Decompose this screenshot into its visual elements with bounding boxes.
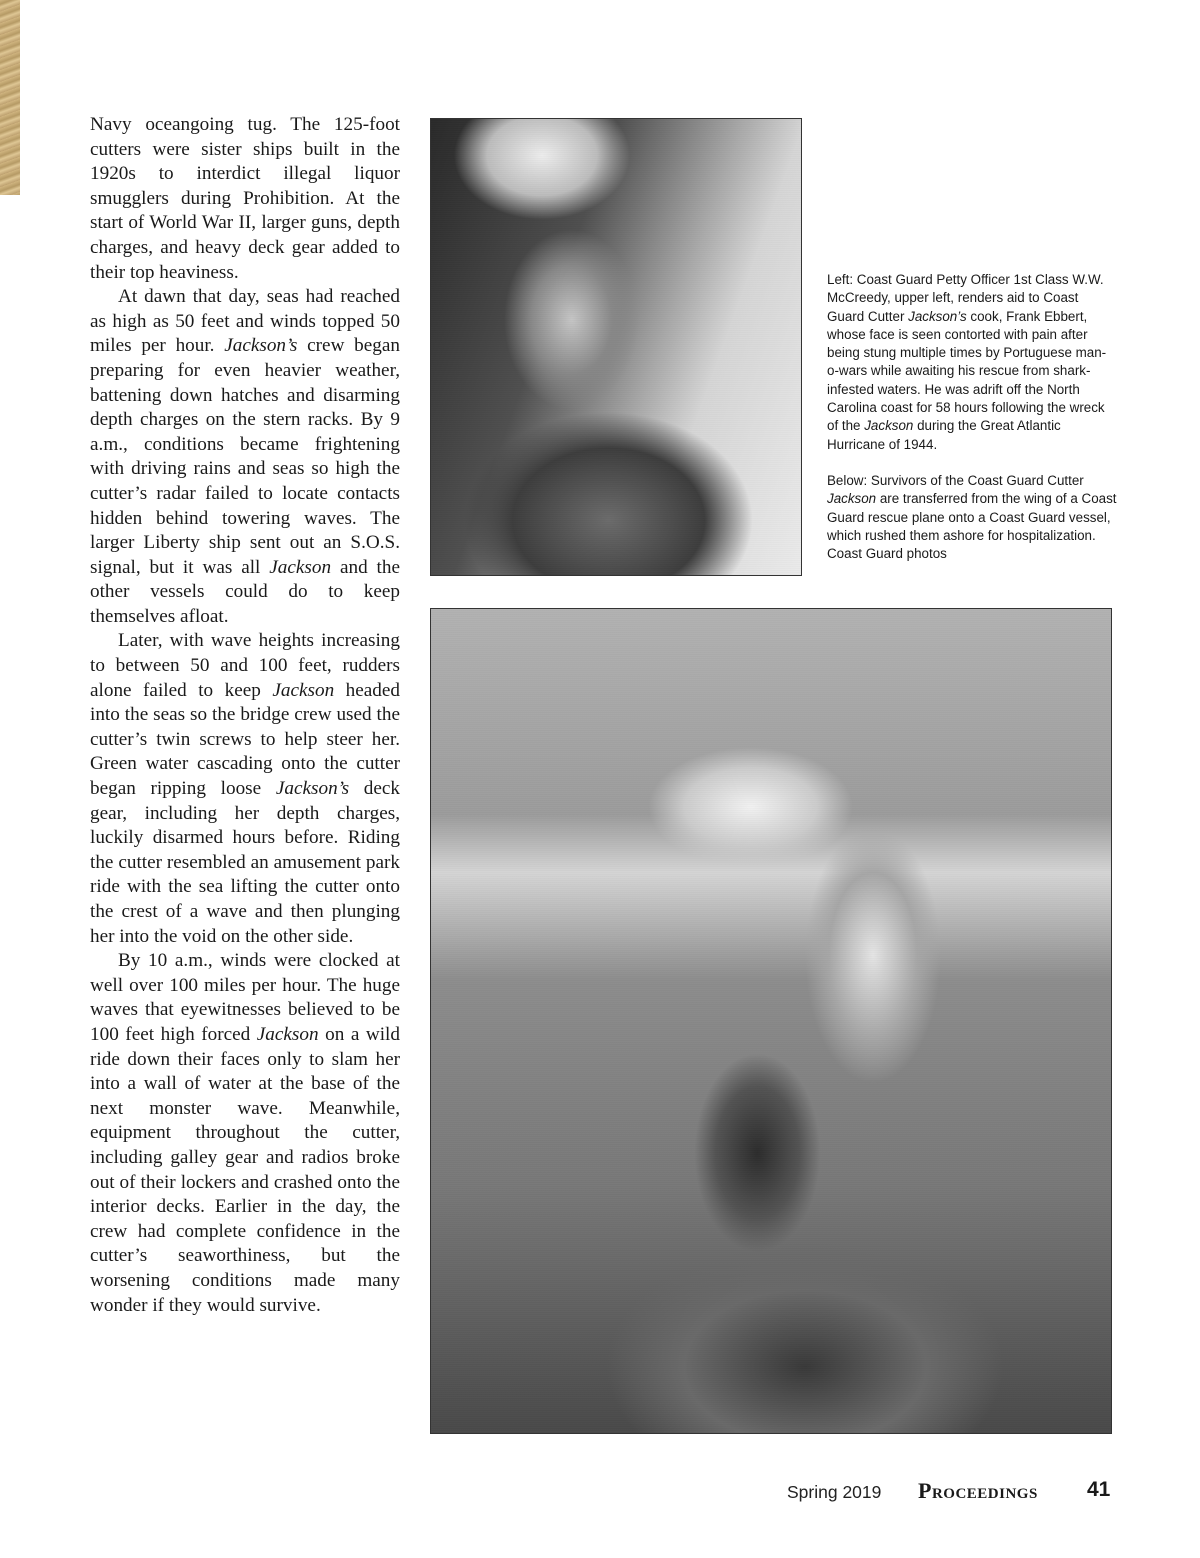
text-run: on a wild ride down their faces only to slam her into a wall of water at the base of the next monster wave. Meanwhile, equipment throughout the cutter, including galley gear and radios broke out of their lockers and crashed onto the interior decks. Earlier in the day, the crew had complete confidence in the cutter’s seaworthiness, but the worsening conditions made many wonder if they would survive.	[90, 1023, 400, 1316]
text-run: and the other vessels could do to keep themselves afloat.	[90, 556, 400, 627]
photo-frank-ebbert	[430, 118, 802, 576]
caption-paragraph	[827, 271, 1117, 454]
text-run: are transferred from the wing of a Coast Guard rescue plane onto a Coast Guard vessel, which rushed them ashore for hospitalization. Coast Guard photos	[827, 491, 1117, 562]
text-run: during the Great Atlantic Hurricane of 1944.	[827, 418, 1061, 452]
text-run: deck gear, including her depth charges, luckily disarmed hours before. Riding the cutter resembled an amusement park ride with the sea lifting the cutter onto the crest of a wave and then plunging her into the void on the other side.	[90, 778, 400, 947]
footer-season: Spring 2019	[787, 1482, 882, 1502]
italic-text: Jackson’s	[275, 778, 350, 800]
text-run: At dawn that day, seas had reached as high as 50 feet and winds topped 50 miles per hour.	[90, 286, 400, 357]
page-number: 41	[1087, 1478, 1111, 1501]
photo-survivors-transfer	[430, 608, 1112, 1434]
text-run: Left: Coast Guard Petty Officer 1st Class W.W. McCreedy, upper left, renders aid to Coast Guard Cutter	[827, 272, 1104, 324]
text-run: crew began preparing for even heavier weather, battening down hatches and disarming depth charges on the stern racks. By 9 a.m., conditions became frightening with driving rains and seas so high the cutter’s radar failed to locate contacts hidden behind towering waves. The larger Liberty ship sent out an S.O.S. signal, but it was all	[90, 335, 400, 578]
text-run: headed into the seas so the bridge crew used the cutter’s twin screws to help steer her. Green water cascading onto the cutter began ripping loose	[90, 679, 400, 800]
italic-text: Jackson	[256, 1023, 319, 1045]
text-run: Later, with wave heights increasing to between 50 and 100 feet, rudders alone failed to keep	[90, 630, 400, 701]
article-body	[90, 113, 400, 1318]
article-paragraph	[90, 949, 400, 1318]
italic-text: Jackson’s	[224, 335, 298, 357]
photo-caption	[827, 271, 1117, 563]
article-paragraph	[90, 285, 400, 629]
text-run: Below: Survivors of the Coast Guard Cutter	[827, 472, 1084, 488]
page-footer	[760, 1476, 1110, 1506]
italic-text: Jackson	[272, 679, 335, 701]
text-run: By 10 a.m., winds were clocked at well over 100 miles per hour. The huge waves that eyewitnesses believed to be 100 feet high forced	[90, 950, 400, 1045]
caption-paragraph	[827, 472, 1117, 563]
text-run: Navy oceangoing tug. The 125-foot cutters were sister ships built in the 1920s to interdict illegal liquor smugglers during Prohibition. At the start of World War II, larger guns, depth charges, and heavy deck gear added to their top heaviness.	[90, 114, 400, 283]
article-paragraph	[90, 113, 400, 285]
italic-text: Jackson’s	[908, 308, 967, 324]
footer-magazine-title: Proceedings	[918, 1478, 1038, 1503]
italic-text: Jackson	[269, 556, 332, 578]
page-edge-decoration	[0, 0, 20, 195]
italic-text: Jackson	[827, 491, 877, 507]
text-run: cook, Frank Ebbert, whose face is seen contorted with pain after being stung multiple times by Portuguese man-o-wars while awaiting his rescue from shark-infested waters. He was adrift off the North Carolina coast for 58 hours following the wreck of the	[827, 308, 1107, 434]
italic-text: Jackson	[864, 418, 914, 434]
article-paragraph	[90, 629, 400, 949]
